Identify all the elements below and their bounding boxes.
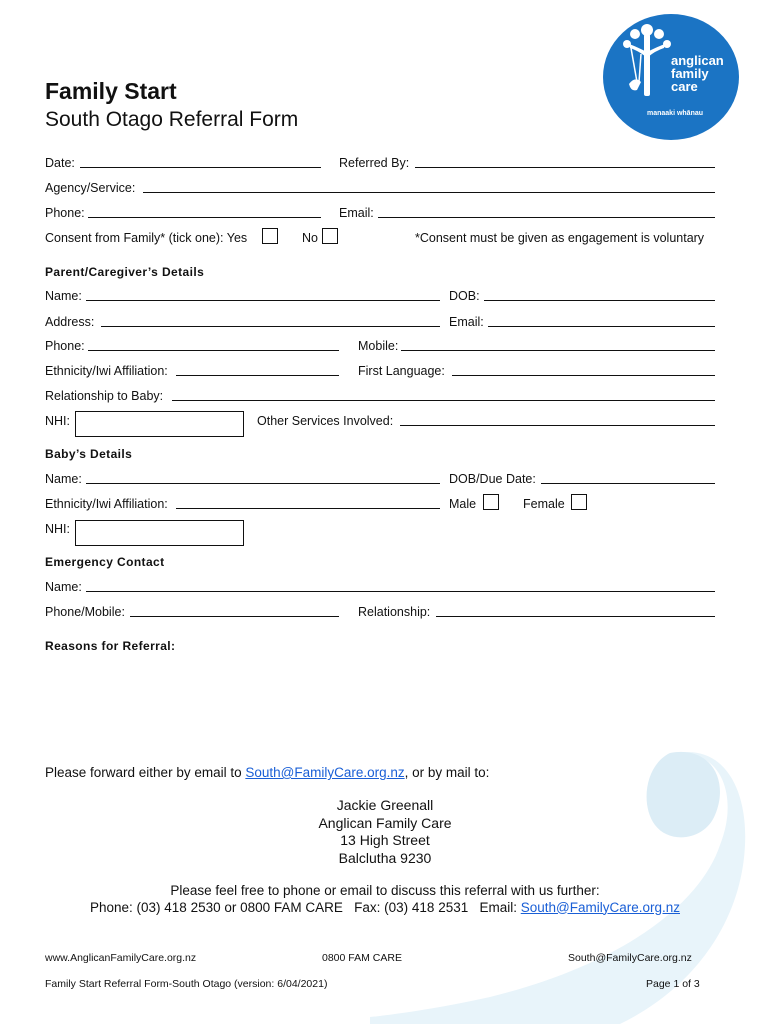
form-title: Family Start: [45, 78, 177, 104]
baby-section-heading: Baby’s Details: [45, 447, 133, 461]
forward-instructions: [45, 765, 489, 780]
logo-line-family: family: [671, 66, 709, 81]
emergency-name-label: Name:: [45, 580, 82, 594]
form-subtitle: South Otago Referral Form: [45, 108, 299, 131]
parent-name-field[interactable]: [86, 287, 440, 301]
reasons-section-heading: Reasons for Referral:: [45, 639, 176, 653]
contact-line-1: Please feel free to phone or email to discuss this referral with us further:: [170, 883, 600, 898]
parent-dob-label: DOB:: [449, 289, 480, 303]
phone-label: Phone:: [45, 206, 85, 220]
baby-name-field[interactable]: [86, 470, 440, 484]
contact-phone-fax: Phone: (03) 418 2530 or 0800 FAM CARE Fax: (03) 418 2531 Email:: [90, 899, 521, 915]
baby-name-label: Name:: [45, 472, 82, 486]
contact-line-2: [0, 900, 770, 917]
agency-label: Agency/Service:: [45, 181, 136, 195]
email-field[interactable]: [378, 204, 715, 218]
other-services-field[interactable]: [400, 412, 715, 426]
parent-ethnicity-label: Ethnicity/Iwi Affiliation:: [45, 364, 168, 378]
male-checkbox[interactable]: [483, 494, 499, 510]
email-label: Email:: [339, 206, 374, 220]
female-checkbox[interactable]: [571, 494, 587, 510]
consent-no-checkbox[interactable]: [322, 228, 338, 244]
forward-suffix: , or by mail to:: [404, 765, 490, 780]
parent-section-heading: Parent/Caregiver’s Details: [45, 265, 205, 279]
referred-by-label: Referred By:: [339, 156, 410, 170]
emergency-name-field[interactable]: [86, 578, 715, 592]
reasons-field[interactable]: [45, 656, 715, 756]
logo-text: [671, 54, 724, 93]
parent-dob-field[interactable]: [484, 287, 715, 301]
mailing-address: [0, 797, 770, 867]
relationship-field[interactable]: [172, 387, 715, 401]
parent-nhi-field[interactable]: [75, 411, 244, 437]
tree-swing-icon: [617, 24, 679, 104]
footer-email: South@FamilyCare.org.nz: [568, 952, 692, 964]
male-label: Male: [449, 497, 477, 511]
parent-language-label: First Language:: [358, 364, 445, 378]
address-line-4: Balclutha 9230: [338, 849, 432, 866]
phone-field[interactable]: [88, 204, 321, 218]
forward-email-link[interactable]: South@FamilyCare.org.nz: [245, 765, 405, 780]
parent-email-label: Email:: [449, 315, 484, 329]
parent-mobile-field[interactable]: [401, 337, 715, 351]
parent-name-label: Name:: [45, 289, 82, 303]
consent-no-label: No: [302, 231, 318, 245]
consent-note: *Consent must be given as engagement is voluntary: [415, 231, 705, 245]
baby-ethnicity-label: Ethnicity/Iwi Affiliation:: [45, 497, 168, 511]
emergency-phone-label: Phone/Mobile:: [45, 605, 125, 619]
logo-tagline: manaaki whānau: [647, 110, 704, 117]
address-line-1: Jackie Greenall: [336, 797, 434, 813]
footer-website: www.AnglicanFamilyCare.org.nz: [45, 952, 197, 964]
baby-ethnicity-field[interactable]: [176, 495, 440, 509]
consent-label: Consent from Family* (tick one): Yes: [45, 231, 248, 245]
parent-mobile-label: Mobile:: [358, 339, 399, 353]
parent-address-field[interactable]: [101, 313, 440, 327]
parent-phone-field[interactable]: [88, 337, 339, 351]
parent-email-field[interactable]: [488, 313, 715, 327]
baby-dob-field[interactable]: [541, 470, 715, 484]
emergency-section-heading: Emergency Contact: [45, 555, 165, 569]
date-label: Date:: [45, 156, 75, 170]
contact-email-link[interactable]: South@FamilyCare.org.nz: [520, 899, 680, 915]
logo-line-care: care: [671, 79, 698, 94]
referred-by-field[interactable]: [415, 154, 715, 168]
consent-yes-checkbox[interactable]: [262, 228, 278, 244]
baby-nhi-field[interactable]: [75, 520, 244, 546]
female-label: Female: [523, 497, 565, 511]
footer-form-version: Family Start Referral Form-South Otago (version: 6/04/2021): [45, 978, 328, 990]
forward-prefix: Please forward either by email to: [45, 765, 246, 780]
emergency-phone-field[interactable]: [130, 603, 339, 617]
agency-field[interactable]: [143, 179, 715, 193]
footer-phone: 0800 FAM CARE: [322, 952, 402, 964]
relationship-label: Relationship to Baby:: [45, 389, 164, 403]
baby-nhi-label: NHI:: [45, 522, 70, 536]
contact-info: [0, 883, 770, 916]
baby-dob-label: DOB/Due Date:: [449, 472, 536, 486]
parent-nhi-label: NHI:: [45, 414, 70, 428]
emergency-relationship-field[interactable]: [436, 603, 715, 617]
parent-ethnicity-field[interactable]: [176, 362, 339, 376]
footer-page-number: Page 1 of 3: [646, 978, 700, 990]
parent-phone-label: Phone:: [45, 339, 85, 353]
other-services-label: Other Services Involved:: [257, 414, 394, 428]
anglican-family-care-logo: [603, 14, 739, 140]
address-line-2: Anglican Family Care: [318, 814, 452, 831]
emergency-relationship-label: Relationship:: [358, 605, 431, 619]
parent-address-label: Address:: [45, 315, 95, 329]
logo-line-anglican: anglican: [671, 53, 724, 68]
date-field[interactable]: [80, 154, 321, 168]
address-line-3: 13 High Street: [340, 832, 430, 848]
parent-language-field[interactable]: [452, 362, 715, 376]
